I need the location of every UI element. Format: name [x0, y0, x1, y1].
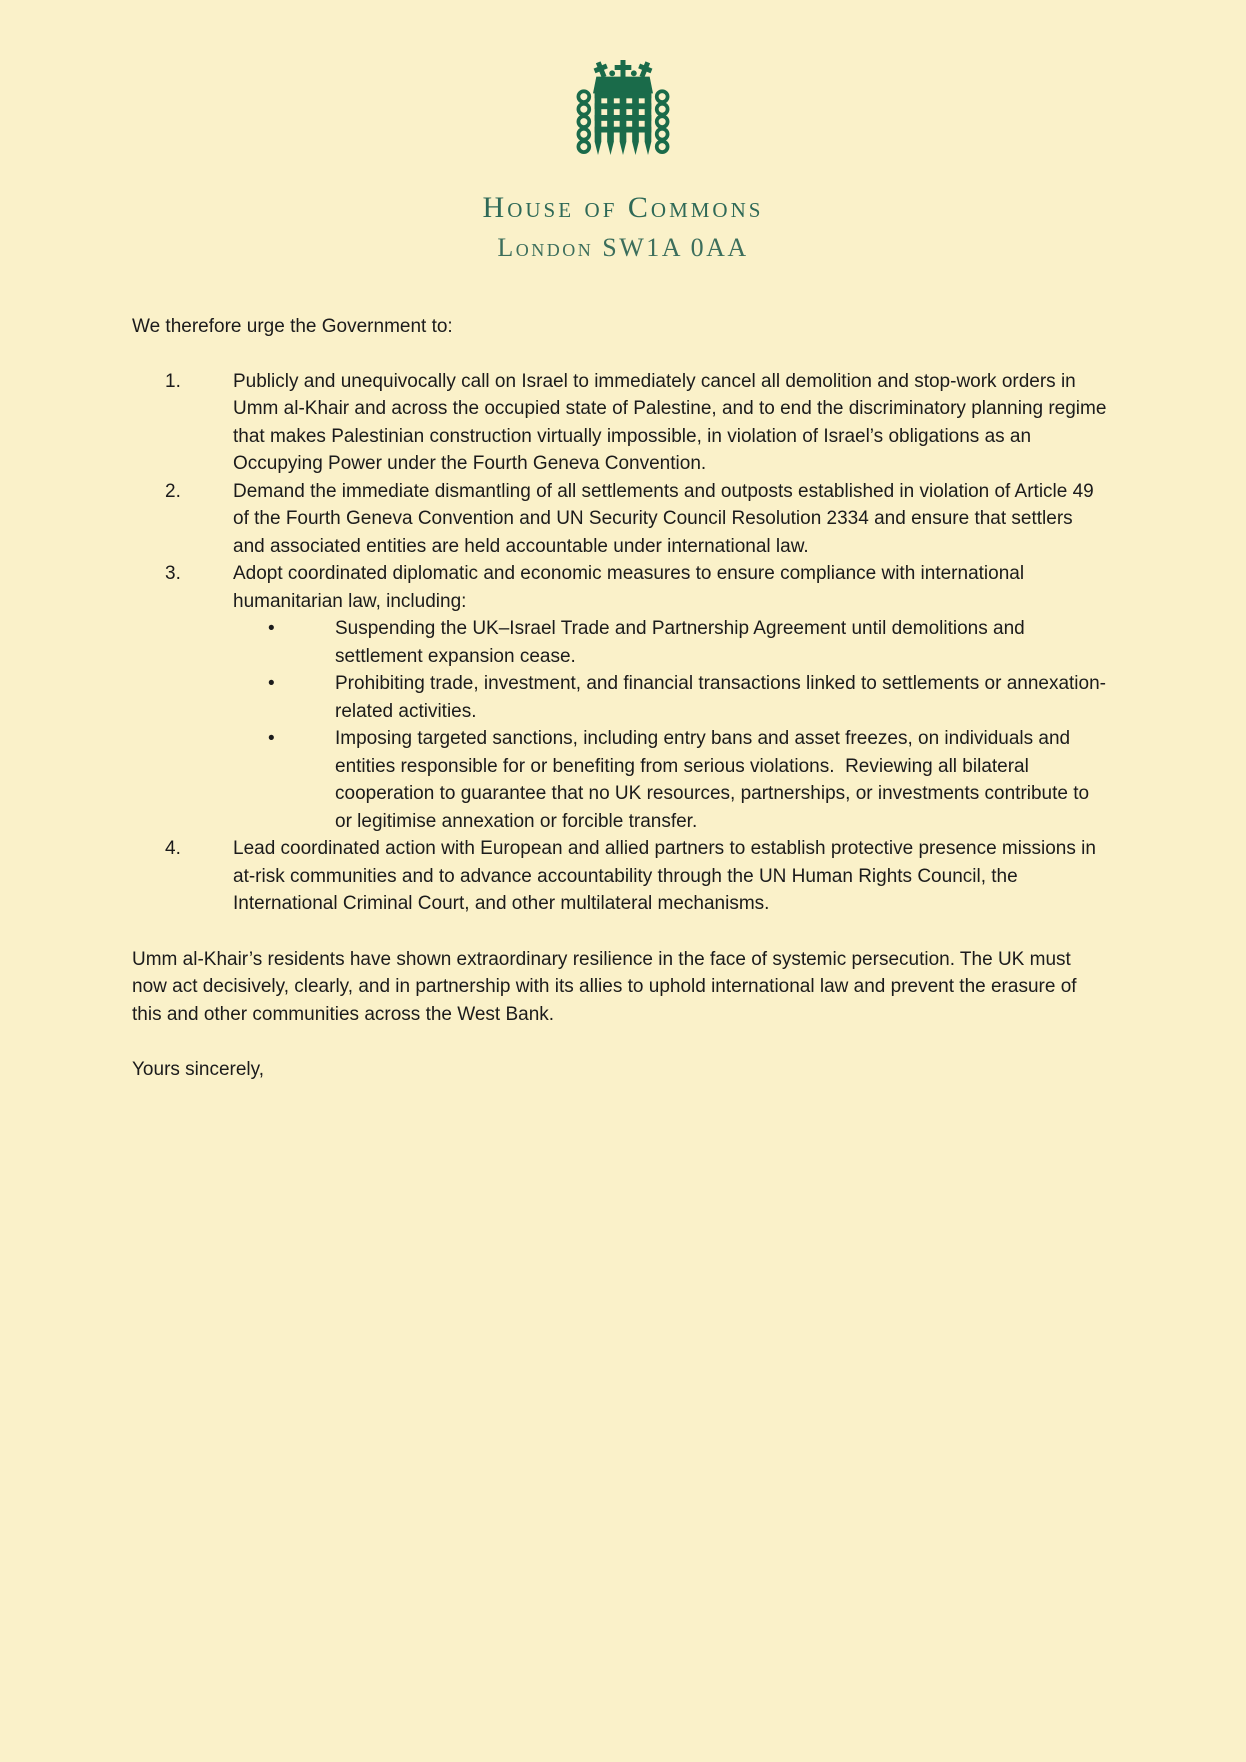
intro-line: We therefore urge the Government to: [132, 316, 453, 337]
item-text: Demand the immediate dismantling of all settlements and outposts established in violation of Article 49 of the Fourth Geneva Convention and UN Security Council Resolution 2334 and ensure that settlers and associated entities are held accountable under international law. [233, 480, 1094, 557]
sub-bullet-text: Prohibiting trade, investment, and financial transactions linked to settlements or annexation-related activities. [335, 673, 1106, 722]
list-item [132, 560, 1108, 835]
list-item [132, 478, 1108, 561]
item-text-group [233, 560, 1108, 835]
item-text: Lead coordinated action with European and allied partners to establish protective presence missions in at-risk communities and to advance accountability through the UN Human Rights Council, the International Criminal Court, and other multilateral mechanisms. [233, 838, 1096, 914]
bullet-icon: • [268, 618, 275, 639]
item-number: 4. [165, 838, 181, 859]
sub-bullet [233, 670, 1108, 725]
organization-address: London SW1A 0AA [497, 233, 749, 262]
sub-bullet [233, 725, 1108, 835]
letter-body [132, 313, 1108, 1084]
organization-name: House of Commons [482, 191, 764, 224]
bullet-icon: • [268, 728, 275, 749]
closing-paragraph: Umm al-Khair’s residents have shown extraordinary resilience in the face of systemic persecution. The UK must now act decisively, clearly, and in partnership with its allies to uphold international law and prevent the erasure of this and other communities across the West Bank. [132, 948, 1077, 1025]
sub-bullet-text: Suspending the UK–Israel Trade and Partnership Agreement until demolitions and settlement expansion cease. [335, 618, 1030, 667]
item-text: Adopt coordinated diplomatic and economic measures to ensure compliance with international humanitarian law, including: [233, 563, 1025, 612]
list-item [132, 368, 1108, 478]
item-text: Publicly and unequivocally call on Israel to immediately cancel all demolition and stop-work orders in Umm al-Khair and across the occupied state of Palestine, and to end the discriminatory planning regime that makes Palestinian construction virtually impossible, in violation of Israel’s obligations as an Occupying Power under the Fourth Geneva Convention. [233, 370, 1107, 474]
numbered-list [132, 368, 1108, 918]
sub-bullet-text: Imposing targeted sanctions, including entry bans and asset freezes, on individuals and entities responsible for or benefiting from serious violations. Reviewing all bilateral cooperation to guarantee that no UK resources, partnerships, or investments contribute to or legitimise annexation or forcible transfer. [335, 728, 1095, 832]
bullet-icon: • [268, 673, 275, 694]
item-number: 1. [165, 370, 181, 392]
list-item [132, 835, 1108, 918]
item-number: 3. [165, 563, 181, 584]
letterhead [0, 0, 1246, 263]
sub-bullet [233, 615, 1108, 670]
crowned-portcullis-icon [573, 60, 673, 170]
item-number: 2. [165, 480, 181, 502]
signoff-line: Yours sincerely, [132, 1059, 265, 1080]
